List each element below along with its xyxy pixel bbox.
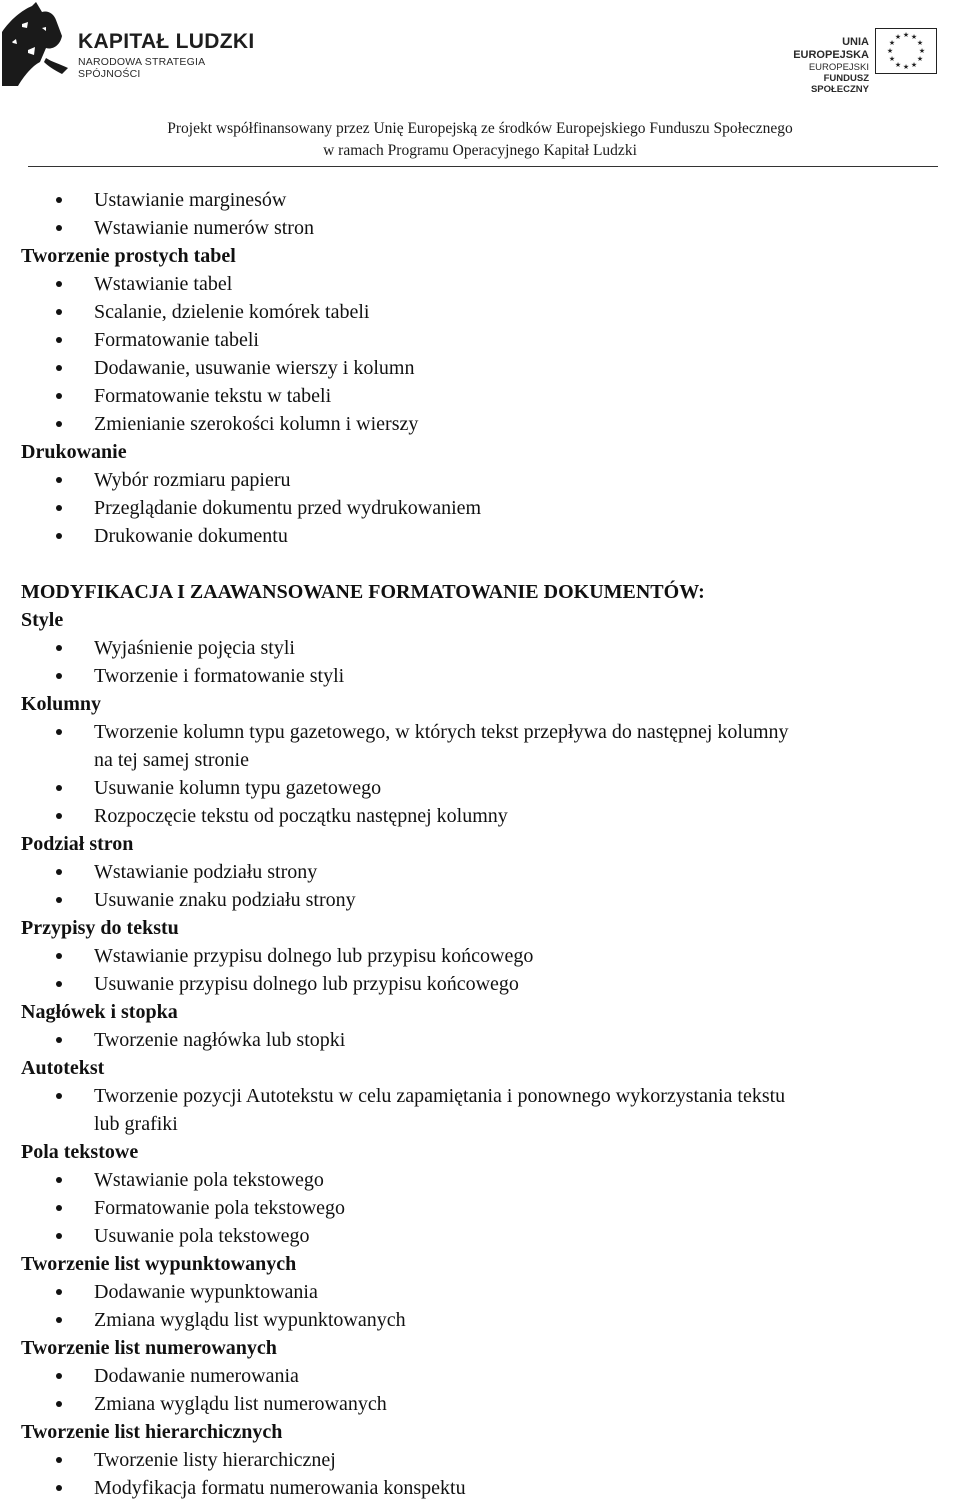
svg-text:★: ★ [918,47,926,55]
svg-text:★: ★ [910,61,918,69]
eu-logo-line2: EUROPEJSKI [808,62,869,73]
list-item-text: Ustawianie marginesów [94,189,287,211]
bullet-icon [56,393,62,399]
bullet-icon [56,477,62,483]
list-item-text: Tworzenie listy hierarchicznej [94,1449,336,1471]
bullet-icon [56,337,62,343]
svg-text:★: ★ [902,31,910,39]
list-item-text: lub grafiki [94,1113,178,1135]
bullet-icon [56,505,62,511]
section-heading: Tworzenie list numerowanych [21,1337,277,1359]
page-header [0,0,960,170]
list-item-text: Modyfikacja formatu numerowania konspektu [94,1477,466,1499]
list-item-text: Dodawanie wypunktowania [94,1281,318,1303]
bullet-icon [56,1373,62,1379]
list-item-text: Zmienianie szerokości kolumn i wierszy [94,413,419,435]
bullet-icon [56,869,62,875]
kapital-ludzki-subtitle: NARODOWA STRATEGIA SPÓJNOŚCI [78,56,205,80]
list-item-text: Wstawianie numerów stron [94,217,314,239]
svg-text:★: ★ [902,63,910,71]
section-heading: Pola tekstowe [21,1141,139,1163]
unia-europejska-logo [765,24,955,95]
list-item-text: Dodawanie, usuwanie wierszy i kolumn [94,357,415,379]
list-item-text: Zmiana wyglądu list numerowanych [94,1393,387,1415]
section-heading: Style [21,609,64,631]
section-heading: MODYFIKACJA I ZAAWANSOWANE FORMATOWANIE DOKUMENTÓW: [21,581,705,603]
eu-flag-icon [875,28,937,74]
bullet-icon [56,1233,62,1239]
list-item-text: Przeglądanie dokumentu przed wydrukowaniem [94,497,482,519]
svg-text:★: ★ [886,47,894,55]
kapital-ludzki-logo [2,2,262,86]
bullet-icon [56,533,62,539]
list-item-text: Wstawianie podziału strony [94,861,318,883]
section-heading: Podział stron [21,833,134,855]
list-item-text: Usuwanie pola tekstowego [94,1225,310,1247]
header-divider [28,166,938,167]
bullet-icon [56,785,62,791]
bullet-icon [56,1401,62,1407]
svg-text:★: ★ [916,39,924,47]
bullet-icon [56,1037,62,1043]
section-heading: Przypisy do tekstu [21,917,179,939]
list-item-text: Tworzenie nagłówka lub stopki [94,1029,346,1051]
list-item-text: Formatowanie tabeli [94,329,259,351]
svg-text:★: ★ [894,61,902,69]
bullet-icon [56,981,62,987]
list-item-text: na tej samej stronie [94,749,249,771]
list-item-text: Dodawanie numerowania [94,1365,299,1387]
section-heading: Autotekst [21,1057,105,1079]
list-item-text: Formatowanie tekstu w tabeli [94,385,332,407]
section-heading: Drukowanie [21,441,127,463]
bullet-icon [56,645,62,651]
list-item-text: Wyjaśnienie pojęcia styli [94,637,295,659]
bullet-icon [56,1289,62,1295]
list-item-text: Scalanie, dzielenie komórek tabeli [94,301,370,323]
section-heading: Kolumny [21,693,102,715]
section-heading: Tworzenie list wypunktowanych [21,1253,297,1275]
bullet-icon [56,1317,62,1323]
eu-logo-line3: FUNDUSZ SPOŁECZNY [810,73,869,95]
list-item-text: Tworzenie pozycji Autotekstu w celu zapamiętania i ponownego wykorzystania tekstu [94,1085,786,1107]
svg-text:★: ★ [888,39,896,47]
bullet-icon [56,365,62,371]
bullet-icon [56,729,62,735]
bullet-icon [56,953,62,959]
list-item-text: Usuwanie przypisu dolnego lub przypisu końcowego [94,973,519,995]
eu-logo-text [765,36,869,95]
bullet-icon [56,225,62,231]
bullet-icon [56,421,62,427]
bullet-icon [56,673,62,679]
list-item-text: Tworzenie i formatowanie styli [94,665,345,687]
project-line-1: Projekt współfinansowany przez Unię Europejską ze środków Europejskiego Funduszu Społecznego [167,120,793,137]
svg-text:★: ★ [888,55,896,63]
bullet-icon [56,197,62,203]
list-item-text: Drukowanie dokumentu [94,525,288,547]
list-item-text: Usuwanie kolumn typu gazetowego [94,777,382,799]
list-item-text: Wstawianie pola tekstowego [94,1169,324,1191]
svg-text:★: ★ [916,55,924,63]
project-line-2: w ramach Programu Operacyjnego Kapitał Ludzki [323,142,637,159]
bullet-icon [56,281,62,287]
list-item-text: Wstawianie przypisu dolnego lub przypisu końcowego [94,945,534,967]
list-item-text: Formatowanie pola tekstowego [94,1197,346,1219]
list-item-text: Usuwanie znaku podziału strony [94,889,356,911]
kapital-ludzki-title: KAPITAŁ LUDZKI [78,30,255,53]
list-item-text: Zmiana wyglądu list wypunktowanych [94,1309,406,1331]
list-item-text: Wybór rozmiaru papieru [94,469,291,491]
svg-text:★: ★ [894,33,902,41]
bullet-icon [56,1485,62,1491]
section-heading: Nagłówek i stopka [21,1001,178,1023]
bullet-icon [56,1177,62,1183]
list-item-text: Wstawianie tabel [94,273,233,295]
bullet-icon [56,897,62,903]
bullet-icon [56,1093,62,1099]
kapital-ludzki-emblem-icon [2,2,74,86]
section-heading: Tworzenie list hierarchicznych [21,1421,283,1443]
eu-logo-line1: UNIA EUROPEJSKA [793,36,869,61]
bullet-icon [56,813,62,819]
list-item-text: Rozpoczęcie tekstu od początku następnej kolumny [94,805,508,827]
list-item-text: Tworzenie kolumn typu gazetowego, w których tekst przepływa do następnej kolumny [94,721,789,743]
bullet-icon [56,1457,62,1463]
svg-text:★: ★ [910,33,918,41]
bullet-icon [56,309,62,315]
section-heading: Tworzenie prostych tabel [21,245,236,267]
bullet-icon [56,1205,62,1211]
